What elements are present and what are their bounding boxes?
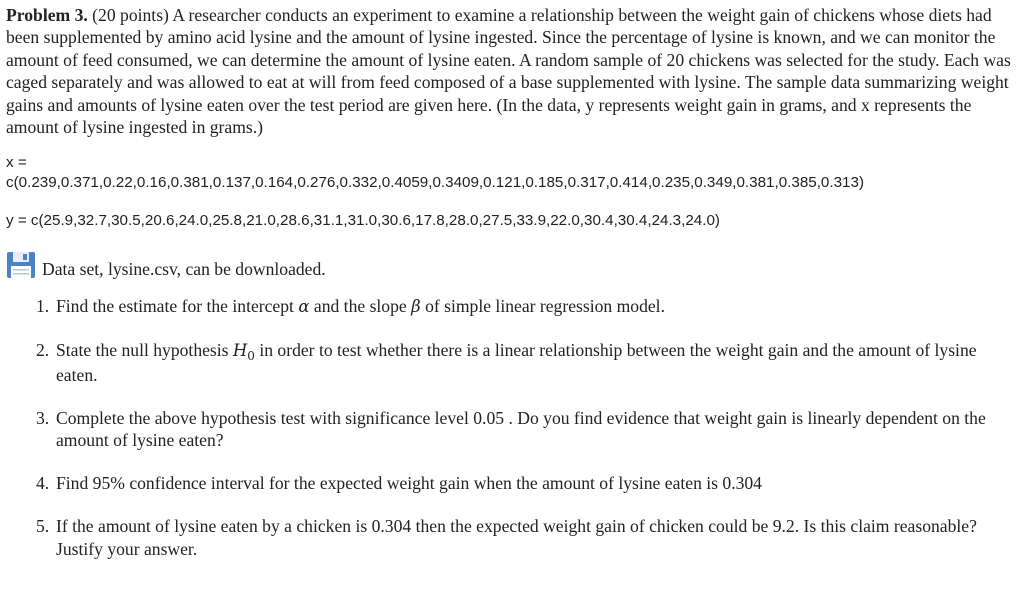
question-text: Find 95% confidence interval for the expected weight gain when the amount of lysine eaten is 0.304: [56, 473, 762, 494]
question-text: Find the estimate for the intercept: [56, 296, 299, 317]
question-item: [6, 407, 1016, 452]
h-subscript: 0: [247, 349, 255, 364]
question-item: [6, 339, 1016, 386]
question-item: [6, 295, 1016, 318]
question-number: 1.: [36, 296, 50, 317]
alpha-symbol: α: [298, 297, 310, 317]
h-symbol: H: [232, 341, 248, 361]
question-text: State the null hypothesis: [56, 340, 233, 361]
download-link-text[interactable]: Data set, lysine.csv, can be downloaded.: [42, 259, 326, 280]
question-text: and the slope: [309, 296, 412, 317]
question-text: If the amount of lysine eaten by a chicken is 0.304 then the expected weight gain of chicken could be 9.2. Is this claim reasonable? Justify your answer.: [56, 516, 977, 559]
x-label: x =: [6, 154, 27, 172]
beta-symbol: β: [411, 297, 421, 317]
h0-symbol: [232, 341, 255, 364]
question-number: 2.: [36, 340, 50, 361]
x-vector: [6, 153, 1028, 193]
y-vector: y = c(25.9,32.7,30.5,20.6,24.0,25.8,21.0,28.6,31.1,31.0,30.6,17.8,28.0,27.5,33.9,22.0,30.4,30.4,24.3,24.0): [6, 212, 720, 230]
question-text: of simple linear regression model.: [420, 296, 665, 317]
question-number: 4.: [36, 473, 50, 494]
question-item: [6, 515, 1016, 560]
question-number: 3.: [36, 407, 50, 428]
floppy-disk-icon[interactable]: [6, 250, 36, 280]
problem-text: (20 points) A researcher conducts an experiment to examine a relationship between the weight gain of chickens whose diets had been supplemented by amino acid lysine and the amount of lysine ingested. Since the percentage of lysine is known, and we can monitor the amount of feed consumed, we can determine the amount of lysine eaten. A random sample of 20 chickens was selected for the study. Each was caged separately and was allowed to eat at will from feed composed of a base supplemented with lysine. The sample data summarizing weight gains and amounts of lysine eaten over the test period are given here. (In the data, y represents weight gain in grams, and x represents the amount of lysine ingested in grams.): [6, 5, 1011, 138]
question-text: Complete the above hypothesis test with significance level 0.05 . Do you find evidence that weight gain is linearly dependent on the amount of lysine eaten?: [56, 407, 986, 451]
question-number: 5.: [36, 516, 50, 537]
question-item: [6, 472, 1016, 494]
question-text: in order to test whether there is a linear relationship between the weight gain and the amount of lysine eaten.: [56, 340, 977, 385]
problem-page: [6, 4, 1028, 581]
download-row[interactable]: [6, 249, 1028, 281]
problem-label: Problem 3.: [6, 5, 88, 25]
question-list: [6, 295, 1028, 560]
x-values: c(0.239,0.371,0.22,0.16,0.381,0.137,0.164,0.276,0.332,0.4059,0.3409,0.121,0.185,0.317,0.414,0.235,0.349,0.381,0.385,0.313): [6, 174, 864, 192]
problem-statement: [6, 4, 1028, 138]
